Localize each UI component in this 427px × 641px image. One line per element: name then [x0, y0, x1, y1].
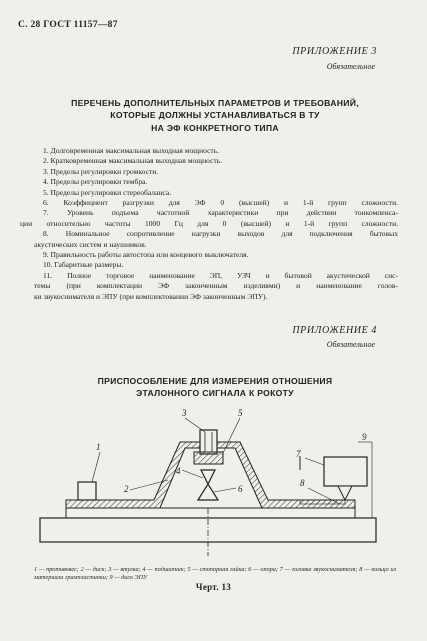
list-item: 8. Номинальное сопротивление нагрузки выходов для подключения бытовых: [43, 229, 398, 239]
leader-line-3: [185, 418, 205, 432]
heading-line: ПРИСПОСОБЛЕНИЕ ДЛЯ ИЗМЕРЕНИЯ ОТНОШЕНИЯ: [97, 376, 333, 386]
heading-line: ЭТАЛОННОГО СИГНАЛА К РОКОТУ: [136, 388, 294, 399]
counterweight: [78, 482, 96, 500]
list-item-continuation: ки звукоснимателя и ЭПУ (при комплектовании ЭФ законченным ЭПУ).: [34, 291, 268, 301]
appendix-4-heading: [20, 375, 410, 400]
figure-label: 4: [176, 466, 181, 476]
heading-line: КОТОРЫЕ ДОЛЖНЫ УСТАНАВЛИВАТЬСЯ В ТУ: [110, 110, 320, 121]
list-item: 9. Правильность работы автостопа или концевого выключателя.: [43, 250, 249, 260]
stylus: [338, 486, 352, 500]
pickup-head: [324, 457, 367, 486]
list-item-continuation: акустических систем и наушников.: [34, 239, 147, 249]
figure-label: 7: [296, 449, 301, 459]
page-header: С. 28 ГОСТ 11157—87: [18, 20, 118, 30]
appendix-3-title: ПРИЛОЖЕНИЕ 3: [292, 46, 377, 57]
appendix-3-heading: [20, 97, 410, 134]
list-item-continuation: темы (при комплектации ЭФ законченным изделиями) и наименование голов-: [34, 281, 398, 291]
bushing: [200, 430, 217, 454]
heading-line: НА ЭФ КОНКРЕТНОГО ТИПА: [151, 122, 279, 133]
appendix-3-status: Обязательное: [326, 62, 375, 71]
figure-label: 6: [238, 484, 243, 494]
figure-label: 3: [182, 408, 187, 418]
list-item: 6. Коэффициент разгрузки для ЭФ 0 (высшей) и 1-й групп сложности.: [43, 198, 398, 208]
appendix-4-title: ПРИЛОЖЕНИЕ 4: [292, 325, 377, 336]
figure-caption: 1 — противовес; 2 — диск; 3 — втулка; 4 — подшипник; 5 — стопорная гайка; 6 — опора; 7 — головка звукоснимателя; 8 — кольцо из материала грампластинки; 9 — диск ЭПУ: [34, 566, 396, 582]
leader-line-1: [92, 452, 100, 482]
list-item: 1. Долговременная максимальная выходная мощность.: [43, 146, 220, 155]
bearing: [201, 470, 215, 484]
figure-label: 2: [124, 484, 129, 494]
figure-label: 9: [362, 432, 367, 442]
figure-label: 5: [238, 408, 243, 418]
list-item: 11. Полное торговое наименование ЭП, УЗЧ и бытовой акустической сис-: [43, 270, 398, 280]
list-item: 3. Пределы регулировки громкости.: [43, 166, 159, 176]
disc-body: [66, 508, 355, 518]
leader-line-7: [305, 458, 324, 465]
vinyl-ring: [300, 500, 345, 504]
measurement-fixture-diagram: [0, 400, 427, 560]
appendix-4-status: Обязательное: [326, 340, 375, 349]
parameters-list: [20, 146, 398, 302]
list-item: 4. Пределы регулировки тембра.: [43, 177, 148, 187]
leader-line-6: [214, 488, 236, 492]
heading-line: ПЕРЕЧЕНЬ ДОПОЛНИТЕЛЬНЫХ ПАРАМЕТРОВ И ТРЕБОВАНИЙ,: [71, 98, 359, 108]
list-item: 2. Кратковременная максимальная выходная мощность.: [43, 156, 223, 166]
list-item-continuation: ции относительно частоты 1000 Гц для 0 (высшей) и 1-й групп сложности.: [20, 218, 398, 228]
list-item: 5. Пределы регулировки стереобаланса.: [43, 187, 172, 197]
figure-label: 1: [96, 442, 101, 452]
figure-label: 8: [300, 478, 305, 488]
list-item: 10. Габаритные размеры.: [43, 260, 124, 270]
leader-line-4: [182, 470, 203, 478]
figure-number: Черт. 13: [195, 582, 232, 592]
lock-nut: [194, 452, 223, 464]
list-item: 7. Уровень подъема частотной характеристики при действии тонкомпенса-: [43, 208, 398, 218]
